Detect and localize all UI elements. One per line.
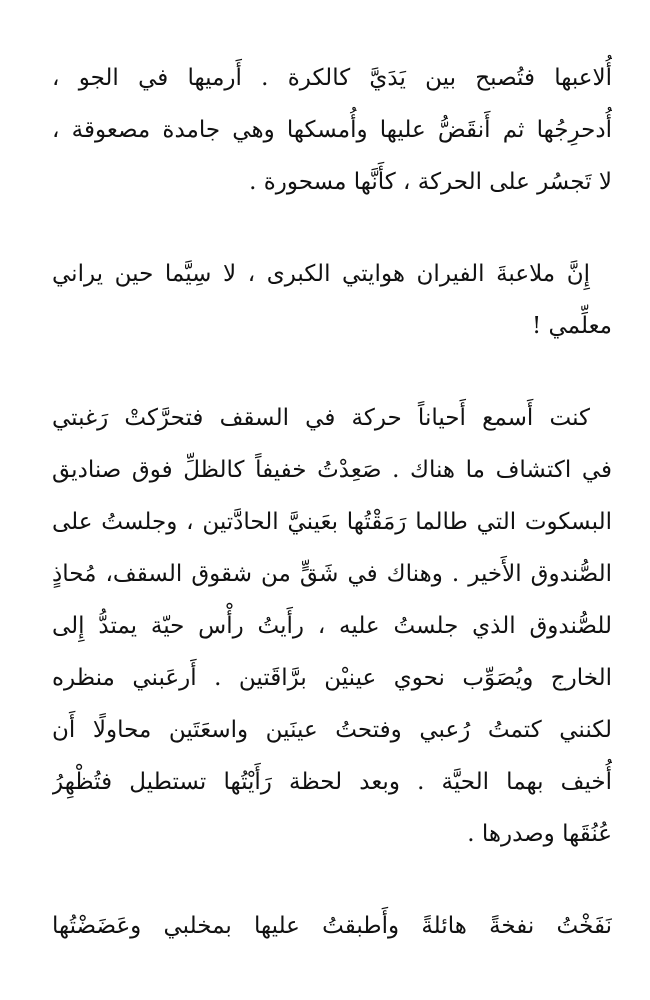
paragraph-playing-with-mouse: [52, 52, 612, 208]
paragraph-attack: [52, 900, 612, 952]
paragraph-hobby: [52, 248, 612, 352]
text-line: الصُّندوق الأَخير . وهناك في شَقٍّ من شقوق السقف، مُحاذٍ: [52, 561, 612, 587]
text-line: في اكتشاف ما هناك . صَعِدْتُ خفيفاً كالظلِّ فوق صناديق: [52, 457, 612, 483]
text-line: للصُّندوق الذي جلستُ عليه ، رأَيتُ رأْس حيّة يمتدُّ إِلى: [52, 613, 612, 639]
text-line: إِنَّ ملاعبةَ الفيران هوايتي الكبرى ، لا سِيَّما حين يراني: [52, 261, 590, 287]
paragraph-gap: [52, 860, 612, 900]
text-line: كنت أَسمع أَحياناً حركة في السقف فتحرَّكتْ رَغبتي: [52, 405, 590, 431]
paragraph-snake-encounter: [52, 392, 612, 860]
text-line: نَفَخْتُ نفخةً هائلةً وأَطبقتُ عليها بمخلبي وعَضَضْتُها: [52, 913, 612, 939]
paragraph-gap: [52, 352, 612, 392]
text-line: أُلاعبها فتُصبح بين يَدَيَّ كالكرة . أَرميها في الجو ،: [52, 65, 612, 91]
paragraph-gap: [52, 208, 612, 248]
text-line: أُدحرِجُها ثم أَنقَضُّ عليها وأُمسكها وهي جامدة مصعوقة ،: [52, 117, 612, 143]
text-line: لا تَجسُر على الحركة ، كأَنَّها مسحورة .: [249, 169, 612, 195]
text-line: الخارج ويُصَوِّب نحوي عينيْن برَّاقَتين . أَرعَبني منظره: [52, 665, 612, 691]
text-line: أُخيف بهما الحيَّة . وبعد لحظة رَأَيْتُها تستطيل فتُظْهِرُ: [52, 769, 612, 795]
text-line: لكنني كتمتُ رُعبي وفتحتُ عينَين واسعَتَين محاولًا أَن: [52, 717, 612, 743]
text-line: عُنُقَها وصدرها .: [467, 821, 612, 847]
text-line: معلِّمي !: [531, 313, 612, 339]
text-line: البسكوت التي طالما رَمَقْتُها بعَينيَّ الحادَّتين ، وجلستُ على: [52, 509, 612, 535]
book-page: [52, 52, 612, 952]
